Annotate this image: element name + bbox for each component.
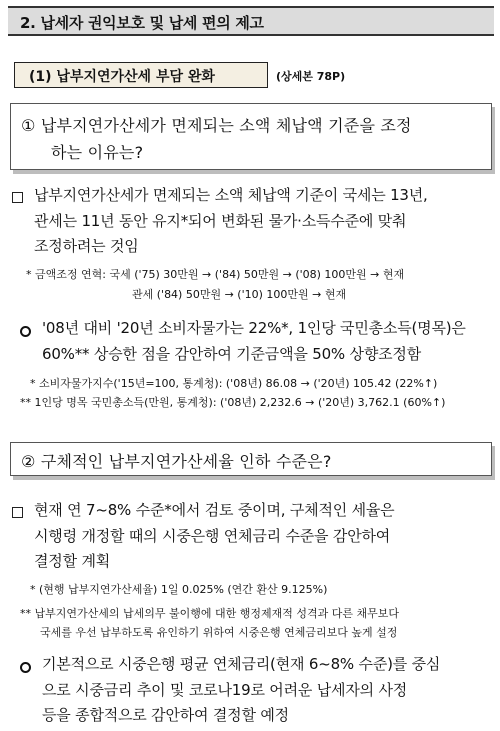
square-bullet-icon bbox=[12, 192, 23, 203]
paragraph-3-line-1: 현재 연 7~8% 수준*에서 검토 중이며, 구체적인 세율은 bbox=[34, 501, 395, 519]
circle-bullet-icon bbox=[20, 662, 31, 673]
paragraph-2-line-2: 60%** 상승한 점을 감안하여 기준금액을 50% 상향조정함 bbox=[42, 345, 421, 363]
footnote-2-line-1: * 소비자물가지수('15년=100, 통계청): ('08년) 86.08 → ('20년) 105.42 (22%↑) bbox=[30, 377, 438, 390]
paragraph-3-line-3: 결정할 계획 bbox=[34, 552, 111, 570]
question-box-1 bbox=[10, 103, 492, 170]
circle-bullet-icon bbox=[20, 326, 31, 337]
paragraph-4-line-3: 등을 종합적으로 감안하여 결정할 예정 bbox=[42, 706, 289, 724]
footnote-3-line-3: 국세를 우선 납부하도록 유인하기 위하여 시중은행 연체금리보다 높게 설정 bbox=[40, 626, 398, 639]
question-2-line-1: ② 구체적인 납부지연가산세율 인하 수준은? bbox=[21, 452, 332, 471]
paragraph-1-line-2: 관세는 11년 동안 유지*되어 변화된 물가·소득수준에 맞춰 bbox=[34, 212, 407, 230]
question-box-2 bbox=[10, 442, 492, 476]
question-1-line-1: ① 납부지연가산세가 면제되는 소액 체납액 기준을 조정 bbox=[21, 116, 412, 135]
footnote-2-line-2: ** 1인당 명목 국민총소득(만원, 통계청): ('08년) 2,232.6 → ('20년) 3,762.1 (60%↑) bbox=[20, 396, 446, 409]
paragraph-2-line-1: '08년 대비 '20년 소비자물가는 22%*, 1인당 국민총소득(명목)은 bbox=[42, 319, 466, 337]
subsection-title-box bbox=[14, 62, 268, 88]
paragraph-4-line-2: 으로 시중금리 추이 및 코로나19로 어려운 납세자의 사정 bbox=[42, 681, 408, 699]
footnote-3-line-2: ** 납부지연가산세의 납세의무 불이행에 대한 행정제재적 성격과 다른 채무보다 bbox=[20, 607, 400, 620]
footnote-1-line-1: * 금액조정 연혁: 국세 ('75) 30만원 → ('84) 50만원 → ('08) 100만원 → 현재 bbox=[26, 268, 405, 281]
paragraph-4-line-1: 기본적으로 시중은행 평균 연체금리(현재 6~8% 수준)를 중심 bbox=[42, 655, 441, 673]
footnote-3-line-1: * (현행 납부지연가산세율) 1일 0.025% (연간 환산 9.125%) bbox=[30, 583, 328, 596]
paragraph-1-line-3: 조정하려는 것임 bbox=[34, 237, 139, 255]
question-1-line-2: 하는 이유는? bbox=[51, 143, 144, 162]
square-bullet-icon bbox=[12, 507, 23, 518]
paragraph-3-line-2: 시행령 개정할 때의 시중은행 연체금리 수준을 감안하여 bbox=[34, 527, 391, 545]
paragraph-1-line-1: 납부지연가산세가 면제되는 소액 체납액 기준이 국세는 13년, bbox=[34, 186, 428, 204]
section-header bbox=[8, 6, 494, 36]
reference-note: (상세본 78P) bbox=[276, 70, 346, 83]
subsection-title: (1) 납부지연가산세 부담 완화 bbox=[29, 69, 215, 85]
section-header-title: 2. 납세자 권익보호 및 납세 편의 제고 bbox=[20, 14, 264, 32]
footnote-1-line-2: 관세 ('84) 50만원 → ('10) 100만원 → 현재 bbox=[132, 288, 347, 301]
